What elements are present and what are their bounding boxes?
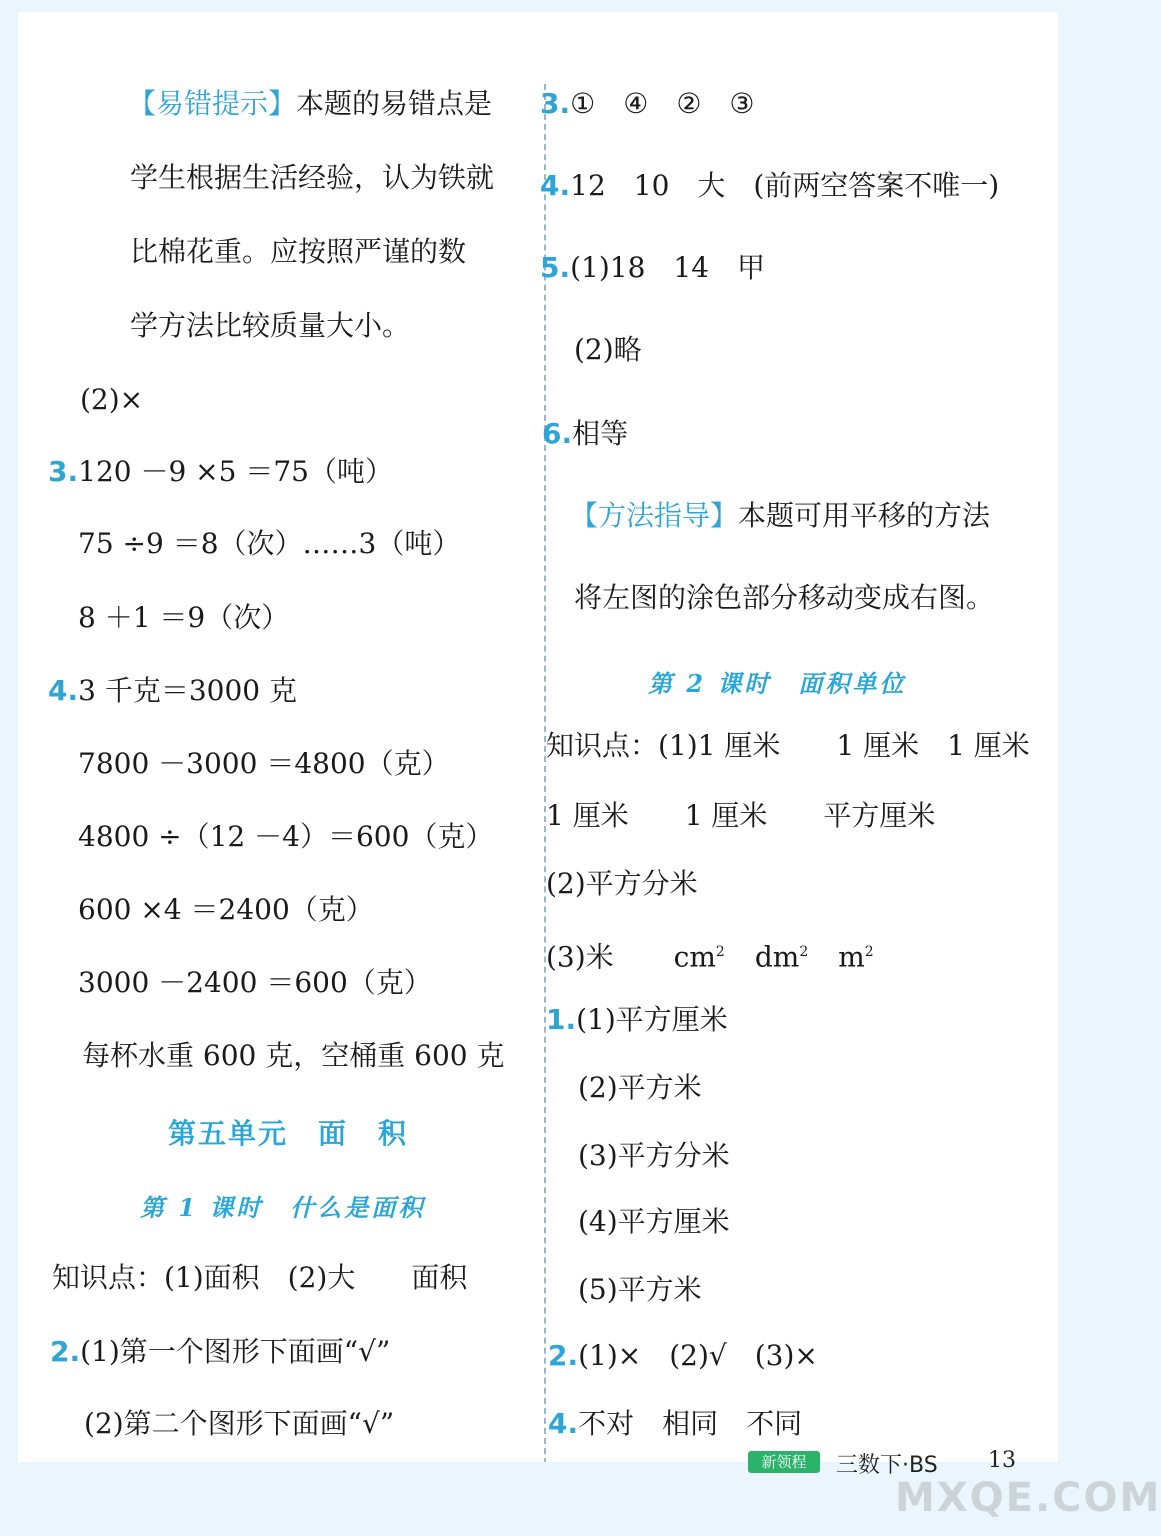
- answer-r1-line-4: (4)平方厘米: [578, 1205, 730, 1238]
- tip-line-3: 比棉花重。应按照严谨的数: [130, 235, 467, 268]
- knowledge-2-line-3: (2)平方分米: [546, 867, 698, 900]
- question-number: 4.: [548, 1407, 579, 1440]
- question-number: 6.: [542, 417, 573, 450]
- answer-4-line-3: 4800 ÷（12 －4）＝600（克）: [78, 820, 494, 853]
- answer-4-line-2: 7800 －3000 ＝4800（克）: [78, 747, 450, 780]
- answer-r3: 3.① ④ ② ③: [540, 87, 755, 120]
- answer-2b-line-2: (2)第二个图形下面画“√”: [84, 1407, 395, 1440]
- footer-subject: 三数下·BS: [836, 1453, 938, 1478]
- answer-r1-line-3: (3)平方分米: [578, 1139, 730, 1172]
- question-number: 4.: [48, 674, 79, 707]
- column-divider: [544, 84, 546, 1464]
- knowledge-2-line-1: 知识点：(1)1 厘米 1 厘米 1 厘米: [546, 729, 1030, 762]
- method-label: 【方法指导】: [570, 499, 739, 532]
- knowledge-points-1: 知识点：(1)面积 (2)大 面积: [52, 1261, 468, 1294]
- answer-r5-line-2: (2)略: [574, 333, 642, 366]
- question-number: 5.: [540, 251, 571, 284]
- question-number: 4.: [540, 169, 571, 202]
- unit-cm: cm: [673, 940, 716, 974]
- question-number: 3.: [48, 455, 79, 488]
- answer-4-line-4: 600 ×4 ＝2400（克）: [78, 893, 374, 926]
- question-number: 2.: [548, 1339, 579, 1372]
- answer-2-2: (2)×: [80, 383, 144, 416]
- answer-3-line-3: 8 ＋1 ＝9（次）: [78, 601, 290, 634]
- lesson-2-title: 第 2 课时 面积单位: [648, 669, 907, 698]
- answer-r4: 4.12 10 大 (前两空答案不唯一): [540, 169, 1000, 202]
- answer-4-line-5: 3000 －2400 ＝600（克）: [78, 966, 432, 999]
- answer-3-line-2: 75 ÷9 ＝8（次）……3（吨）: [78, 527, 461, 560]
- tip-label: 【易错提示】: [128, 87, 297, 120]
- answer-2b-line-1: 2.(1)第一个图形下面画“√”: [50, 1335, 391, 1368]
- knowledge-2-line-2: 1 厘米 1 厘米 平方厘米: [546, 799, 936, 832]
- answer-r1-line-5: (5)平方米: [578, 1273, 702, 1306]
- page-number: 13: [988, 1448, 1016, 1473]
- question-number: 2.: [50, 1335, 81, 1368]
- answer-4-line-6: 每杯水重 600 克，空桶重 600 克: [82, 1039, 505, 1072]
- answer-r2: 2.(1)× (2)√ (3)×: [548, 1339, 818, 1372]
- answer-r5-line-1: 5.(1)18 14 甲: [540, 251, 766, 284]
- answer-r4b: 4.不对 相同 不同: [548, 1407, 803, 1440]
- question-number: 1.: [546, 1003, 577, 1036]
- tip-line-2: 学生根据生活经验，认为铁就: [130, 161, 495, 194]
- unit-dm: dm: [754, 940, 800, 974]
- answer-r1-line-2: (2)平方米: [578, 1071, 702, 1104]
- knowledge-2-line-4: (3)米 $cm^2$ $dm^2$ $m^2$: [546, 940, 874, 974]
- unit-title: 第五单元 面 积: [168, 1117, 409, 1150]
- answer-r1-line-1: 1.(1)平方厘米: [546, 1003, 728, 1036]
- method-line-2: 将左图的涂色部分移动变成右图。: [574, 581, 995, 614]
- page: [18, 12, 1058, 1462]
- tip-line-1: 【易错提示】本题的易错点是: [128, 87, 493, 120]
- answer-3-line-1: 3.120 －9 ×5 ＝75（吨）: [48, 455, 393, 488]
- watermark: MXQE.COM: [895, 1475, 1161, 1521]
- answer-4-line-1: 4.3 千克＝3000 克: [48, 674, 297, 707]
- unit-m: m: [838, 940, 865, 974]
- question-number: 3.: [540, 87, 571, 120]
- answer-r6: 6.相等: [542, 417, 629, 450]
- lesson-1-title: 第 1 课时 什么是面积: [140, 1193, 426, 1222]
- publisher-logo: 新领程: [748, 1451, 820, 1473]
- tip-line-4: 学方法比较质量大小。: [130, 309, 411, 342]
- method-line-1: 【方法指导】本题可用平移的方法: [570, 499, 991, 532]
